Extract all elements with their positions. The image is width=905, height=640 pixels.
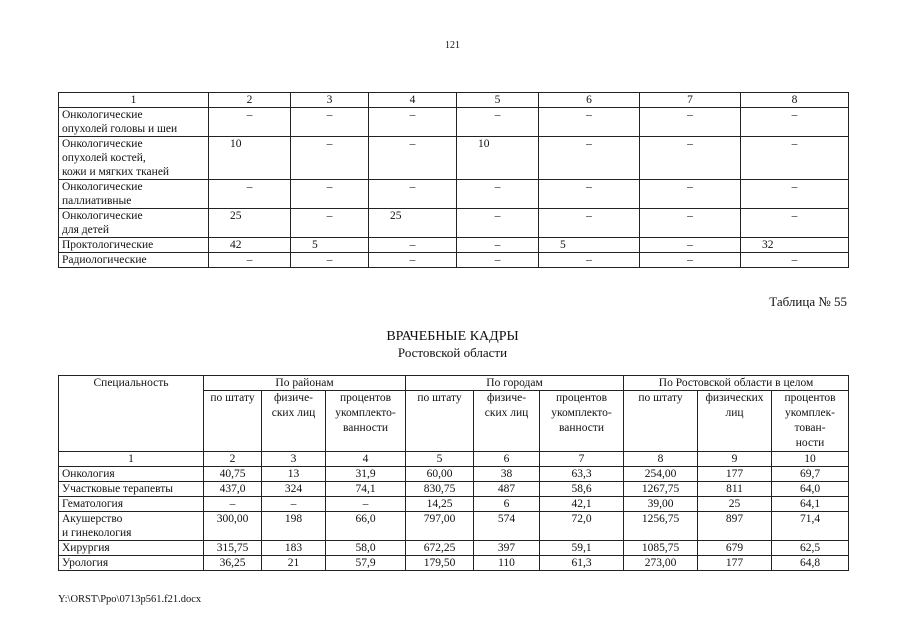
table-cell: – bbox=[640, 238, 741, 253]
table-cell: – bbox=[640, 253, 741, 268]
column-number: 8 bbox=[624, 452, 698, 467]
table-cell: 32 bbox=[741, 238, 849, 253]
column-number: 6 bbox=[474, 452, 540, 467]
table-cell: 198 bbox=[262, 512, 326, 541]
table-cell: 63,3 bbox=[540, 467, 624, 482]
table-cell: – bbox=[640, 180, 741, 209]
row-label: Проктологические bbox=[59, 238, 209, 253]
table-subtitle: Ростовской области bbox=[397, 345, 508, 360]
table-cell: 13 bbox=[262, 467, 326, 482]
table-title: ВРАЧЕБНЫЕ КАДРЫ bbox=[386, 329, 519, 344]
table-row bbox=[59, 180, 849, 209]
table-cell: 40,75 bbox=[204, 467, 262, 482]
table-cell: 1085,75 bbox=[624, 541, 698, 556]
table-cell: 58,6 bbox=[540, 482, 624, 497]
row-label: Хирургия bbox=[59, 541, 204, 556]
column-group-header: По Ростовской области в целом bbox=[624, 376, 849, 391]
table-cell: 14,25 bbox=[406, 497, 474, 512]
table-cell: 574 bbox=[474, 512, 540, 541]
table-cell: – bbox=[209, 108, 291, 137]
column-number: 9 bbox=[698, 452, 772, 467]
table-cell: 254,00 bbox=[624, 467, 698, 482]
table-cell: 179,50 bbox=[406, 556, 474, 571]
table-cell: 64,0 bbox=[772, 482, 849, 497]
table-cell: 59,1 bbox=[540, 541, 624, 556]
table-cell: – bbox=[640, 108, 741, 137]
table-row bbox=[59, 253, 849, 268]
table-cell: 110 bbox=[474, 556, 540, 571]
table-cell: 300,00 bbox=[204, 512, 262, 541]
table-cell: 811 bbox=[698, 482, 772, 497]
table-cell: 74,1 bbox=[326, 482, 406, 497]
table-cell: – bbox=[209, 180, 291, 209]
column-number: 5 bbox=[406, 452, 474, 467]
row-label: Участковые терапевты bbox=[59, 482, 204, 497]
row-label: Онкология bbox=[59, 467, 204, 482]
table-cell: 25 bbox=[698, 497, 772, 512]
table-row bbox=[59, 209, 849, 238]
row-label: Онкологические паллиативные bbox=[59, 180, 209, 209]
table-cell: 61,3 bbox=[540, 556, 624, 571]
column-number: 3 bbox=[262, 452, 326, 467]
table-row bbox=[59, 467, 849, 482]
column-number: 6 bbox=[539, 93, 640, 108]
column-subheader: физиче- ских лиц bbox=[474, 391, 540, 452]
table-row bbox=[59, 108, 849, 137]
column-subheader: по штату bbox=[406, 391, 474, 452]
column-number: 1 bbox=[59, 452, 204, 467]
table-cell: 177 bbox=[698, 467, 772, 482]
table-cell: – bbox=[291, 209, 369, 238]
table-cell: – bbox=[209, 253, 291, 268]
table-cell: – bbox=[369, 108, 457, 137]
table-cell: – bbox=[262, 497, 326, 512]
table-cell: 10 bbox=[457, 137, 539, 180]
table-cell: 62,5 bbox=[772, 541, 849, 556]
table-cell: 183 bbox=[262, 541, 326, 556]
table-cell: – bbox=[369, 253, 457, 268]
table-cell: – bbox=[539, 253, 640, 268]
table-cell: – bbox=[741, 209, 849, 238]
column-number: 2 bbox=[204, 452, 262, 467]
table-cell: 66,0 bbox=[326, 512, 406, 541]
table-cell: – bbox=[457, 209, 539, 238]
table-cell: 1267,75 bbox=[624, 482, 698, 497]
table-cell: 60,00 bbox=[406, 467, 474, 482]
table-cell: 21 bbox=[262, 556, 326, 571]
column-number: 2 bbox=[209, 93, 291, 108]
table-cell: 273,00 bbox=[624, 556, 698, 571]
table-cell: – bbox=[741, 137, 849, 180]
column-subheader: физических лиц bbox=[698, 391, 772, 452]
table-cell: 64,8 bbox=[772, 556, 849, 571]
page-number: 121 bbox=[445, 40, 460, 51]
table-cell: – bbox=[539, 108, 640, 137]
table-cell: 25 bbox=[209, 209, 291, 238]
column-subheader: процентов укомплекто- ванности bbox=[540, 391, 624, 452]
table-cell: – bbox=[326, 497, 406, 512]
column-number: 7 bbox=[540, 452, 624, 467]
table-cell: – bbox=[369, 137, 457, 180]
table-cell: 5 bbox=[291, 238, 369, 253]
table-row bbox=[59, 497, 849, 512]
row-label: Гематология bbox=[59, 497, 204, 512]
column-subheader: по штату bbox=[624, 391, 698, 452]
column-number: 7 bbox=[640, 93, 741, 108]
table-cell: – bbox=[204, 497, 262, 512]
table-cell: 679 bbox=[698, 541, 772, 556]
table-cell: 397 bbox=[474, 541, 540, 556]
table-row bbox=[59, 238, 849, 253]
table-header-row bbox=[59, 93, 849, 108]
column-number: 1 bbox=[59, 93, 209, 108]
table-cell: 672,25 bbox=[406, 541, 474, 556]
table-cell: 71,4 bbox=[772, 512, 849, 541]
table-cell: 830,75 bbox=[406, 482, 474, 497]
column-subheader: по штату bbox=[204, 391, 262, 452]
table-cell: 25 bbox=[369, 209, 457, 238]
table-cell: 487 bbox=[474, 482, 540, 497]
table-cell: 72,0 bbox=[540, 512, 624, 541]
table-cell: 38 bbox=[474, 467, 540, 482]
table-cell: – bbox=[291, 180, 369, 209]
table-cell: 177 bbox=[698, 556, 772, 571]
table-cell: – bbox=[291, 253, 369, 268]
table-cell: – bbox=[457, 108, 539, 137]
table-cell: – bbox=[539, 209, 640, 238]
table-cell: 31,9 bbox=[326, 467, 406, 482]
table-cell: 897 bbox=[698, 512, 772, 541]
table-cell: – bbox=[741, 180, 849, 209]
table-cell: 42 bbox=[209, 238, 291, 253]
table-medical-staff bbox=[58, 375, 849, 571]
column-group-header: По городам bbox=[406, 376, 624, 391]
table-cell: – bbox=[539, 137, 640, 180]
table-cell: – bbox=[457, 238, 539, 253]
table-cell: 39,00 bbox=[624, 497, 698, 512]
table-cell: – bbox=[741, 108, 849, 137]
table-row bbox=[59, 556, 849, 571]
table-cell: – bbox=[741, 253, 849, 268]
table-cell: 10 bbox=[209, 137, 291, 180]
table-cell: 6 bbox=[474, 497, 540, 512]
table-cell: 57,9 bbox=[326, 556, 406, 571]
table-cell: – bbox=[457, 180, 539, 209]
table-cell: 64,1 bbox=[772, 497, 849, 512]
table-cell: – bbox=[640, 137, 741, 180]
table-cell: 58,0 bbox=[326, 541, 406, 556]
column-subheader: процентов укомплекто- ванности bbox=[326, 391, 406, 452]
table-cell: 69,7 bbox=[772, 467, 849, 482]
row-label: Онкологические опухолей костей, кожи и мягких тканей bbox=[59, 137, 209, 180]
row-label: Онкологические для детей bbox=[59, 209, 209, 238]
column-subheader: процентов укомплек- тован- ности bbox=[772, 391, 849, 452]
table-cell: 315,75 bbox=[204, 541, 262, 556]
table-cell: – bbox=[457, 253, 539, 268]
row-label: Акушерство и гинекология bbox=[59, 512, 204, 541]
column-header-specialty: Специальность bbox=[59, 376, 204, 452]
table-numbering-row bbox=[59, 452, 849, 467]
column-number: 8 bbox=[741, 93, 849, 108]
table-cell: 324 bbox=[262, 482, 326, 497]
table-group-header-row bbox=[59, 376, 849, 391]
table-cell: 42,1 bbox=[540, 497, 624, 512]
column-group-header: По районам bbox=[204, 376, 406, 391]
column-number: 5 bbox=[457, 93, 539, 108]
table-cell: – bbox=[291, 137, 369, 180]
row-label: Радиологические bbox=[59, 253, 209, 268]
table-row bbox=[59, 137, 849, 180]
table-cell: 1256,75 bbox=[624, 512, 698, 541]
column-subheader: физиче- ских лиц bbox=[262, 391, 326, 452]
table-cell: – bbox=[369, 180, 457, 209]
column-number: 4 bbox=[369, 93, 457, 108]
table-cell: – bbox=[291, 108, 369, 137]
table-cell: – bbox=[640, 209, 741, 238]
table-number: Таблица № 55 bbox=[769, 294, 847, 309]
table-row bbox=[59, 512, 849, 541]
table-bed-fund bbox=[58, 92, 849, 268]
column-number: 4 bbox=[326, 452, 406, 467]
table-cell: 437,0 bbox=[204, 482, 262, 497]
table-cell: 797,00 bbox=[406, 512, 474, 541]
row-label: Урология bbox=[59, 556, 204, 571]
table-row bbox=[59, 541, 849, 556]
table-cell: – bbox=[539, 180, 640, 209]
file-path-footer: Y:\ORST\Ppo\0713p561.f21.docx bbox=[58, 594, 202, 605]
table-cell: 5 bbox=[539, 238, 640, 253]
table-cell: – bbox=[369, 238, 457, 253]
column-number: 3 bbox=[291, 93, 369, 108]
table-cell: 36,25 bbox=[204, 556, 262, 571]
row-label: Онкологические опухолей головы и шеи bbox=[59, 108, 209, 137]
table-row bbox=[59, 482, 849, 497]
column-number: 10 bbox=[772, 452, 849, 467]
